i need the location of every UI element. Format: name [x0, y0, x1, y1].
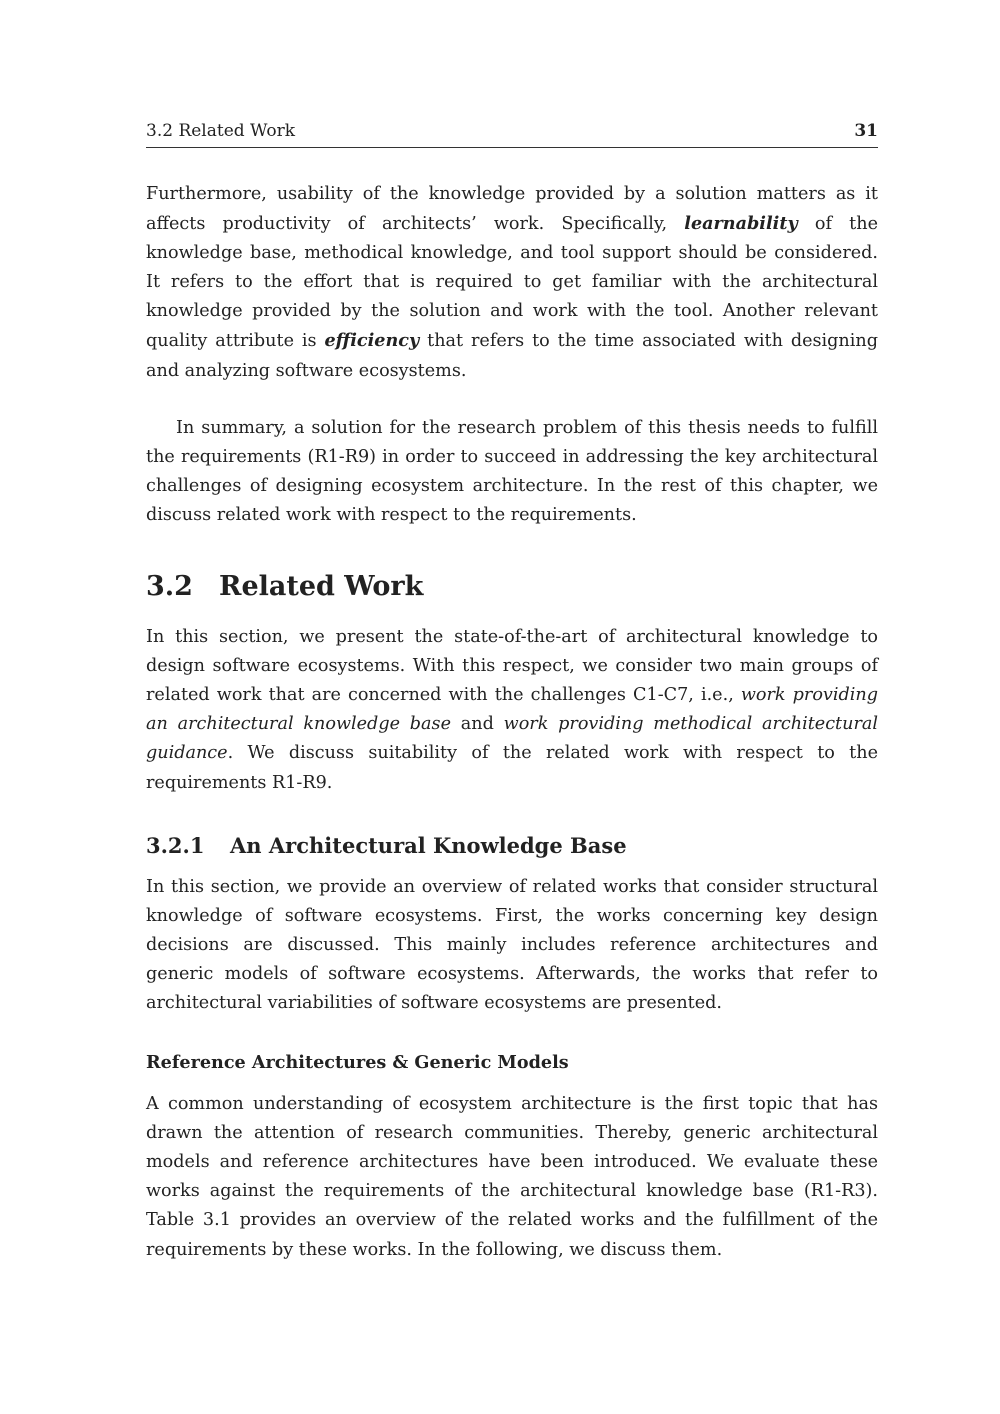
emphasis-learnability: learnability: [684, 213, 798, 235]
page-number: 31: [854, 121, 878, 141]
emphasis-knowledge-base: work providing an architectural knowledge base: [146, 685, 878, 735]
section-heading: [146, 570, 878, 604]
paragraph-heading: Reference Architectures & Generic Models: [146, 1052, 569, 1074]
paragraph-summary: In summary, a solution for the research problem of this thesis needs to fulfill the requirements (R1-R9) in order to succeed in addressing the key architectural challenges of designing ecosystem architecture. In the rest of this chapter, we discuss related work with respect to the requirements.: [146, 417, 878, 525]
section-number: 3.2: [146, 571, 193, 603]
section-title: Related Work: [219, 571, 424, 603]
running-header-section: 3.2 Related Work: [146, 121, 296, 141]
paragraph-text: In this section, we present the state-of-the-art of architectural knowledge to design software ecosystems. With this respect, we consider two main groups of related work that are concerned with the challenges C1-C7, i.e.,: [146, 627, 878, 706]
paragraph-knowledge-base-overview: In this section, we provide an overview of related works that consider structural knowledge of software ecosystems. First, the works concerning key design decisions are discussed. This mainly includes reference architectures and generic models of software ecosystems. Afterwards, the works that refer to architectural variabilities of software ecosystems are presented.: [146, 876, 878, 1013]
paragraph-related-work-intro: [146, 623, 878, 798]
paragraph-text: and: [450, 714, 504, 735]
paragraph-text: that refers to the time associated with designing and analyzing software ecosystems.: [146, 331, 878, 381]
emphasis-efficiency: efficiency: [324, 330, 420, 352]
subsection-title: An Architectural Knowledge Base: [230, 832, 627, 858]
subsection-number: 3.2.1: [146, 832, 205, 858]
paragraph-text: Furthermore, usability of the knowledge provided by a solution matters as it affects productivity of architects’ work. Specifically,: [146, 184, 878, 235]
page: [146, 118, 878, 1265]
running-header: [146, 118, 878, 148]
subsection-heading: [146, 832, 878, 860]
paragraph-usability: [146, 180, 878, 386]
paragraph-reference-architectures: A common understanding of ecosystem architecture is the first topic that has drawn the attention of research communities. Thereby, generic architectural models and reference architectures have been introduced. We evaluate these works against the requirements of the architectural knowledge base (R1-R3). Table 3.1 provides an overview of the related works and the fulfillment of the requirements by these works. In the following, we discuss them.: [146, 1094, 878, 1260]
paragraph-text: . We discuss suitability of the related work with respect to the requirements R1-R9.: [146, 743, 878, 793]
paragraph-text: of the knowledge base, methodical knowledge, and tool support should be considered. It refers to the effort that is required to get familiar with the architectural knowledge provided by the solution and work with the tool. Another relevant quality attribute is: [146, 214, 878, 352]
emphasis-methodical-guidance: work providing methodical architectural guidance: [146, 714, 878, 764]
